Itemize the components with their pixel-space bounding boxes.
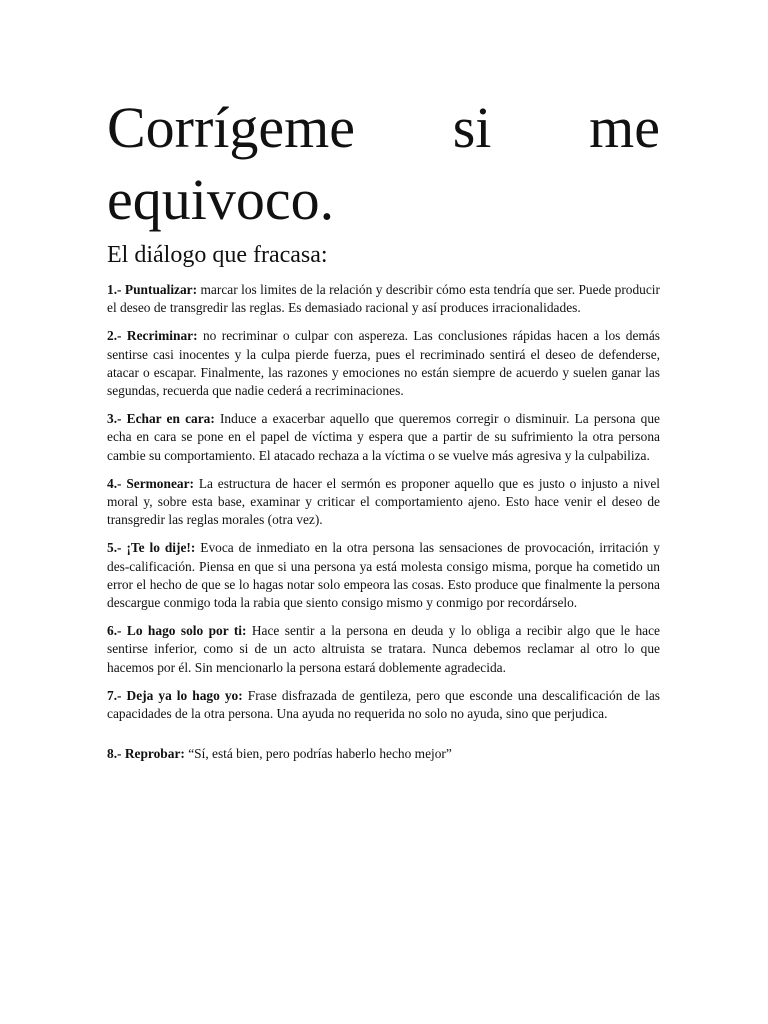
list-item-1 [107, 281, 660, 317]
title-line-2: equivoco. [107, 167, 335, 232]
item-lead: 7.- Deja ya lo hago yo: [107, 687, 243, 703]
item-text: “Sí, está bien, pero podrías haberlo hecho mejor” [184, 746, 452, 762]
list-item-5 [107, 539, 660, 612]
item-text: marcar los limites de la relación y describir cómo esta tendría que ser. Puede producir el deseo de transgredir las reglas. Es demasiado racional y así produces irracionalidades. [107, 282, 660, 316]
item-lead: 1.- Puntualizar: [107, 282, 198, 297]
document-title [107, 92, 660, 236]
item-lead: 3.- Echar en cara: [107, 411, 215, 427]
item-lead: 5.- ¡Te lo dije!: [107, 540, 196, 556]
title-line-1 [107, 92, 660, 164]
list-item-4 [107, 475, 660, 530]
title-word-2: si [452, 95, 492, 160]
item-text: Hace sentir a la persona en deuda y lo obliga a recibir algo que le hace sentirse inferior, como si de un acto altruista se tratara. Nunca debemos reclamar al otro lo que hacemos por él. Sin mencionarlo la persona estará doblemente agradecida. [107, 623, 660, 675]
title-word-3: me [589, 95, 660, 160]
list-item-2 [107, 327, 660, 400]
item-text: La estructura de hacer el sermón es proponer aquello que es justo o injusto a nivel moral y, sobre esta base, examinar y criticar el comportamiento ajeno. Esto hace venir el deseo de transgredir las reglas morales (otra vez). [107, 475, 660, 528]
list-item-6 [107, 622, 660, 677]
list-item-3 [107, 410, 660, 465]
list-item-7 [107, 687, 660, 723]
list-item-8 [107, 745, 660, 763]
item-lead: 6.- Lo hago solo por ti: [107, 623, 247, 639]
document-subtitle: El diálogo que fracasa: [107, 242, 328, 268]
item-text: no recriminar o culpar con aspereza. Las conclusiones rápidas hacen a los demás sentirse casi inocentes y la culpa pierde fuerza, pues el recriminado sentirá el deseo de defenderse, atacar o escapar. Finalmente, las razones y emociones no están siempre de acuerdo y suelen ganar las segundas, recuerda que nadie cederá a recriminaciones. [107, 328, 660, 399]
item-text: Induce a exacerbar aquello que queremos corregir o disminuir. La persona que echa en cara se pone en el papel de víctima y espera que a partir de su sufrimiento la otra persona cambie su comportamiento. El atacado rechaza a la víctima o se vuelve más agresiva y la culpabiliza. [107, 411, 660, 463]
document-page [107, 92, 660, 773]
item-lead: 8.- Reprobar: [107, 746, 185, 762]
item-text: Evoca de inmediato en la otra persona las sensaciones de provocación, irritación y des-calificación. Piensa en que si una persona ya está molesta consigo misma, porque ha cometido un error el hecho de que se lo hagas notar solo empeora las cosas. Esto produce que finalmente la persona descargue conmigo toda la rabia que siento consigo mismo y conmigo por recordárselo. [107, 540, 660, 611]
item-lead: 4.- Sermonear: [107, 475, 194, 491]
item-text: Frase disfrazada de gentileza, pero que esconde una descalificación de las capacidades de la otra persona. Una ayuda no requerida no solo no ayuda, sino que perjudica. [107, 687, 660, 722]
title-word-1: Corrígeme [107, 95, 356, 160]
item-lead: 2.- Recriminar: [107, 328, 198, 344]
